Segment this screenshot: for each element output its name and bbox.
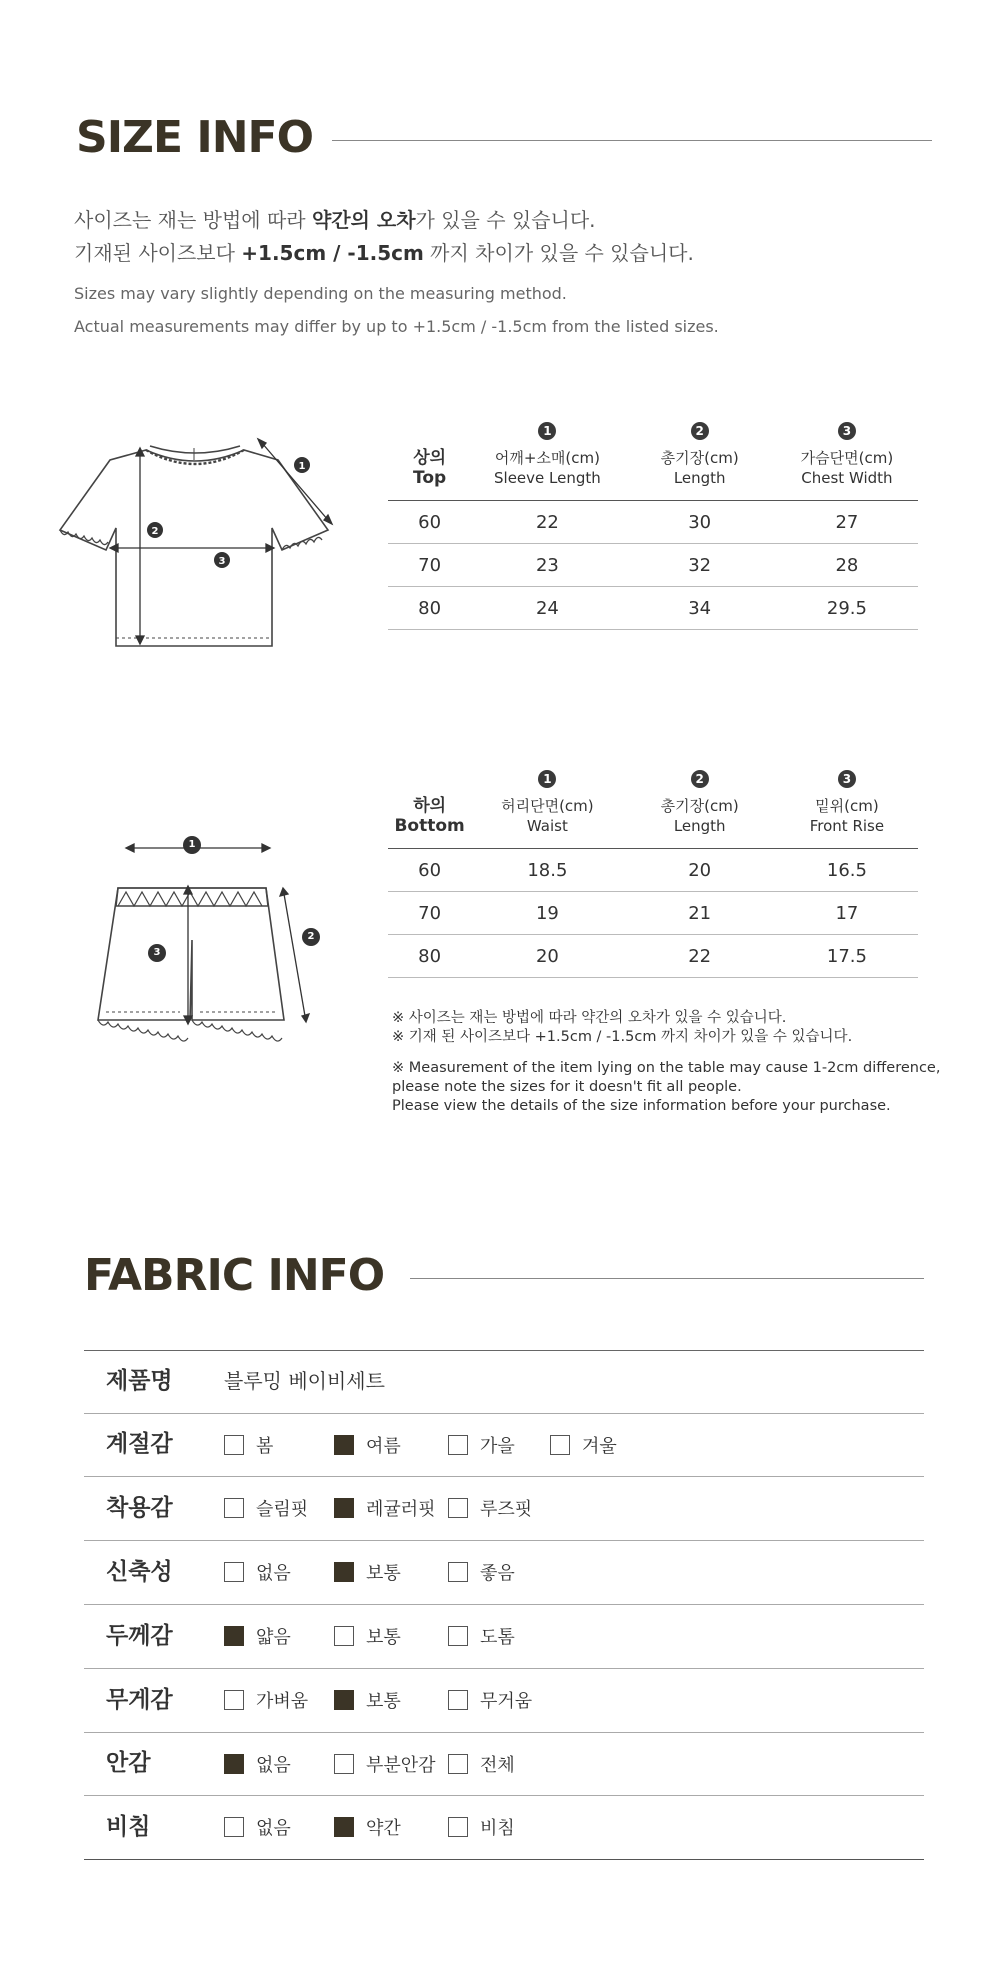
size-notes [392,1009,940,1116]
fabric-row [84,1540,924,1605]
table-row: 60 18.5 20 16.5 [388,849,918,892]
fabric-option-label: 없음 [256,1755,291,1776]
fabric-option-label: 도톰 [480,1627,515,1648]
fabric-option [334,1434,401,1456]
fabric-option-label: 여름 [366,1436,401,1457]
table-row: 60 22 30 27 [388,501,918,544]
fabric-option [448,1497,532,1519]
fabric-option-label: 봄 [256,1436,274,1457]
top-size-table [388,420,918,630]
fabric-option [224,1561,291,1583]
product-name: 블루밍 베이비세트 [224,1369,385,1393]
bottom-table-row-head: 하의 Bottom [388,768,471,849]
fabric-option [334,1753,436,1775]
table-row: 80 24 34 29.5 [388,587,918,630]
top-garment-diagram [50,420,340,660]
fabric-option [224,1625,291,1647]
fabric-option-label: 얇음 [256,1627,291,1648]
fabric-option-label: 무거움 [480,1691,533,1712]
fabric-row [84,1604,924,1669]
fabric-option-label: 없음 [256,1818,291,1839]
checked-checkbox [334,1498,354,1518]
bottom-col-length: 2 총기장(cm) Length [624,768,776,849]
fabric-option [224,1689,308,1711]
unchecked-checkbox [448,1435,468,1455]
unchecked-checkbox [448,1626,468,1646]
fabric-option [334,1689,401,1711]
fabric-option-label: 보통 [366,1691,401,1712]
fabric-row-label: 안감 [106,1750,151,1776]
fabric-option [448,1434,515,1456]
fabric-option-label: 루즈핏 [480,1499,533,1520]
fabric-option-label: 보통 [366,1563,401,1584]
size-note-en-1: Sizes may vary slightly depending on the measuring method. [74,284,567,303]
fabric-row-label: 계절감 [106,1431,173,1457]
fabric-option [334,1816,401,1838]
fabric-option-label: 가을 [480,1436,515,1457]
table-row: 70 23 32 28 [388,544,918,587]
bottom-size-table [388,768,918,978]
fabric-option [224,1816,291,1838]
unchecked-checkbox [224,1498,244,1518]
fabric-option [448,1816,515,1838]
fabric-option-label: 약간 [366,1818,401,1839]
unchecked-checkbox [448,1562,468,1582]
diagram-marker-3-label: 3 [218,556,226,567]
bottom-col-rise: 3 밑위(cm) Front Rise [776,768,918,849]
checked-checkbox [224,1754,244,1774]
fabric-option [224,1753,291,1775]
unchecked-checkbox [448,1817,468,1837]
fabric-option-label: 겨울 [582,1436,617,1457]
fabric-option-label: 보통 [366,1627,401,1648]
fabric-option-label: 가벼움 [256,1691,309,1712]
diagram-marker-1-label: 1 [298,461,306,472]
fabric-option-label: 좋음 [480,1563,515,1584]
checked-checkbox [334,1435,354,1455]
fabric-option [448,1561,515,1583]
bottom-diagram-number-markers [80,830,340,1050]
fabric-info-title: FABRIC INFO [84,1250,385,1301]
fabric-title-rule [410,1278,924,1279]
fabric-option [334,1497,436,1519]
fabric-option [224,1497,308,1519]
fabric-row-label: 착용감 [106,1495,173,1521]
fabric-option-label: 전체 [480,1755,515,1776]
top-col-length: 2 총기장(cm) Length [624,420,776,501]
size-info-title: SIZE INFO [76,112,313,163]
fabric-option [334,1625,401,1647]
fabric-row [84,1476,924,1541]
unchecked-checkbox [334,1754,354,1774]
fabric-option [448,1689,532,1711]
note-kr-1: ※ 사이즈는 재는 방법에 따라 약간의 오차가 있을 수 있습니다. [392,1010,787,1026]
unchecked-checkbox [550,1435,570,1455]
note-en-3: Please view the details of the size information before your purchase. [392,1098,891,1114]
fabric-option-label: 슬림핏 [256,1499,309,1520]
bottom-diagram-marker-2: 2 [302,928,320,946]
fabric-option-label: 비침 [480,1818,515,1839]
fabric-row [84,1413,924,1477]
unchecked-checkbox [224,1690,244,1710]
unchecked-checkbox [448,1498,468,1518]
checked-checkbox [224,1626,244,1646]
fabric-row-product [84,1350,924,1414]
fabric-row-label: 두께감 [106,1623,173,1649]
top-col-chest: 3 가슴단면(cm) Chest Width [776,420,918,501]
bottom-diagram-marker-1: 1 [183,836,201,854]
fabric-row [84,1732,924,1796]
fabric-option [334,1561,401,1583]
fabric-option [448,1625,515,1647]
unchecked-checkbox [334,1626,354,1646]
table-row: 70 19 21 17 [388,892,918,935]
note-kr-2: ※ 기재 된 사이즈보다 +1.5cm / -1.5cm 까지 차이가 있을 수 있습니다. [392,1029,853,1045]
fabric-row [84,1668,924,1733]
checked-checkbox [334,1562,354,1582]
fabric-option-label: 부분안감 [366,1755,436,1776]
fabric-row-label: 신축성 [106,1559,173,1585]
bottom-col-waist: 1 허리단면(cm) Waist [471,768,623,849]
size-note-en-2: Actual measurements may differ by up to +1.5cm / -1.5cm from the listed sizes. [74,317,719,336]
fabric-row-label: 무게감 [106,1687,173,1713]
table-row: 80 20 22 17.5 [388,935,918,978]
unchecked-checkbox [224,1435,244,1455]
checked-checkbox [334,1690,354,1710]
bottom-diagram-marker-3: 3 [148,944,166,962]
top-table-row-head: 상의 Top [388,420,471,501]
fabric-option-label: 없음 [256,1563,291,1584]
top-col-sleeve: 1 어깨+소매(cm) Sleeve Length [471,420,623,501]
fabric-option [224,1434,273,1456]
checked-checkbox [334,1817,354,1837]
unchecked-checkbox [448,1690,468,1710]
fabric-row [84,1795,924,1860]
size-title-rule [332,140,932,141]
fabric-option-label: 레귤러핏 [366,1499,436,1520]
fabric-option [448,1753,515,1775]
note-en-1: ※ Measurement of the item lying on the table may cause 1-2cm difference, [392,1060,941,1076]
size-note-kr-2: 기재된 사이즈보다 +1.5cm / -1.5cm 까지 차이가 있을 수 있습니다. [74,241,694,265]
fabric-option [550,1434,617,1456]
fabric-row-label: 비침 [106,1814,151,1840]
unchecked-checkbox [224,1562,244,1582]
unchecked-checkbox [224,1817,244,1837]
note-en-2: please note the sizes for it doesn't fit all people. [392,1079,742,1095]
fabric-row-label: 제품명 [106,1368,173,1394]
size-note-kr-1: 사이즈는 재는 방법에 따라 약간의 오차가 있을 수 있습니다. [74,208,596,232]
diagram-marker-2-label: 2 [151,526,159,537]
unchecked-checkbox [448,1754,468,1774]
